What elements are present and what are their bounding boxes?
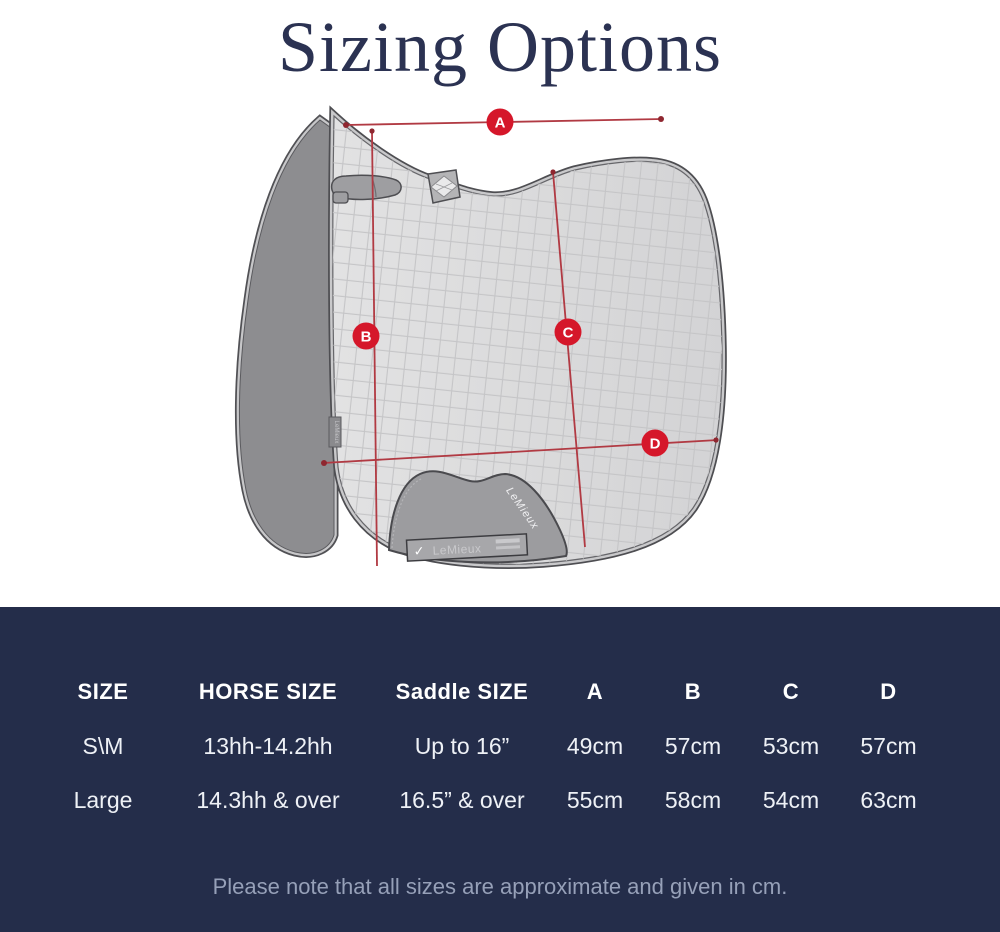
table-cell: 57cm <box>860 732 917 759</box>
marker-a-letter: A <box>494 114 506 132</box>
header-cell: SIZE <box>77 679 129 704</box>
header-cell: D <box>880 679 897 704</box>
marker-b-letter: B <box>360 328 372 346</box>
side-tab <box>329 417 341 447</box>
header-cell: HORSE SIZE <box>198 679 338 704</box>
table-cell: 57cm <box>664 732 722 759</box>
footer-note: Please note that all sizes are approximate and given in cm. <box>212 874 788 899</box>
size-table <box>0 607 1000 827</box>
saddle-pad-illustration <box>0 95 1000 607</box>
table-cell: 14.3hh & over <box>196 786 340 813</box>
table-cell: 55cm <box>566 786 624 813</box>
table-cell: 58cm <box>664 786 722 813</box>
table-cell: Up to 16” <box>414 732 510 759</box>
table-cell: S\M <box>82 732 124 759</box>
label-check-icon: ✓ <box>413 543 425 559</box>
table-cell: 63cm <box>860 786 917 813</box>
girth-patch-brand-label: LeMieux <box>503 485 542 532</box>
header-cell: Saddle SIZE <box>395 679 529 704</box>
saddle-pad-under-flap <box>239 120 334 553</box>
table-cell: 49cm <box>566 732 624 759</box>
table-cell: 13hh-14.2hh <box>203 732 333 759</box>
side-tab-brand-text: LeMieux <box>333 420 339 444</box>
marker-d-letter: D <box>649 435 661 453</box>
marker-c-letter: C <box>562 324 574 342</box>
brand-tab <box>428 170 460 203</box>
table-cell: 53cm <box>762 732 820 759</box>
measurement-marker-a <box>343 109 664 136</box>
table-cell: 54cm <box>762 786 820 813</box>
table-cell: Large <box>73 786 133 813</box>
label-brand-text: LeMieux <box>432 541 482 558</box>
saddle-pad-diagram <box>0 95 1000 607</box>
header-cell: C <box>782 679 800 704</box>
table-cell: 16.5” & over <box>399 786 525 813</box>
header-cell: B <box>684 679 702 704</box>
header-cell: A <box>586 679 604 704</box>
size-table-panel <box>0 607 1000 932</box>
page-title: Sizing Options <box>277 7 723 87</box>
